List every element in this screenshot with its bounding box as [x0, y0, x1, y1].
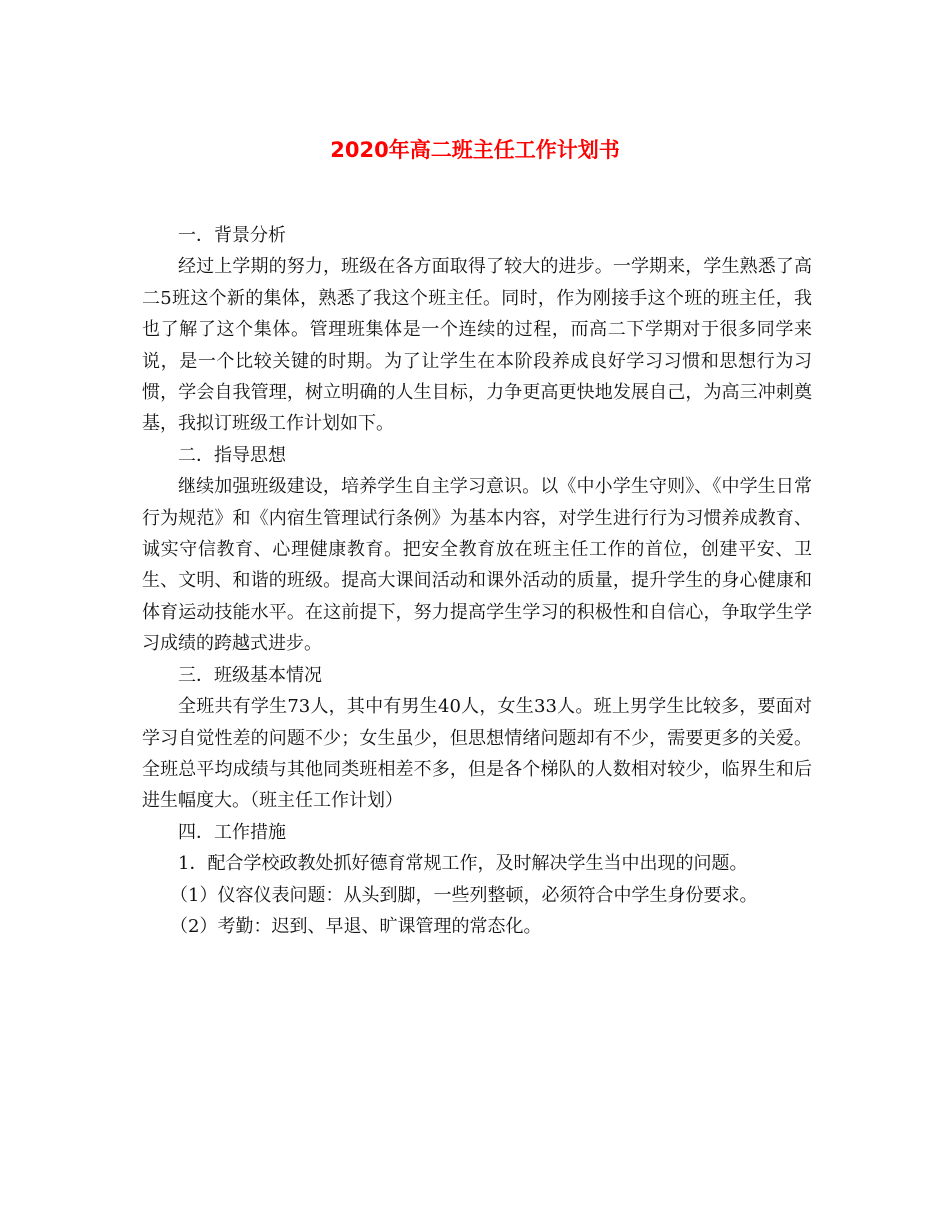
section-heading-work-measures: 四．工作措施 [178, 821, 286, 843]
section-heading-background: 一．背景分析 [178, 225, 286, 246]
work-measure-subitem: （2）考勤：迟到、早退、旷课管理的常态化。 [170, 915, 542, 937]
work-measure-item: 1．配合学校政教处抓好德育常规工作，及时解决学生当中出现的问题。 [178, 853, 748, 875]
document-body [142, 220, 812, 942]
section-heading-guiding-ideology: 二．指导思想 [178, 444, 286, 466]
document-title: 2020年高二班主任工作计划书 [330, 138, 620, 162]
section-heading-class-situation: 三．班级基本情况 [178, 664, 322, 686]
section-paragraph-background: 经过上学期的努力，班级在各方面取得了较大的进步。一学期来，学生熟悉了高二5班这个新的集体，熟悉了我这个班主任。同时，作为刚接手这个班的班主任，我也了解了这个集体。管理班集体是一个连续的过程，而高二下学期对于很多同学来说，是一个比较关键的时期。为了让学生在本阶段养成良好学习习惯和思想行为习惯，学会自我管理，树立明确的人生目标，力争更高更快地发展自己，为高三冲刺奠基，我拟订班级工作计划如下。 [142, 256, 812, 435]
section-paragraph-guiding-ideology: 继续加强班级建设，培养学生自主学习意识。以《中小学生守则》、《中学生日常行为规范》和《内宿生管理试行条例》为基本内容，对学生进行行为习惯养成教育、诚实守信教育、心理健康教育。把安全教育放在班主任工作的首位，创建平安、卫生、文明、和谐的班级。提高大课间活动和课外活动的质量，提升学生的身心健康和体育运动技能水平。在这前提下，努力提高学生学习的积极性和自信心，争取学生学习成绩的跨越式进步。 [142, 476, 812, 655]
work-measure-subitem: （1）仪容仪表问题：从头到脚，一些列整顿，必须符合中学生身份要求。 [170, 884, 758, 906]
section-paragraph-class-situation: 全班共有学生73人，其中有男生40人，女生33人。班上男学生比较多，要面对学习自觉性差的问题不少；女生虽少，但思想情绪问题却有不少，需要更多的关爱。全班总平均成绩与其他同类班相差不多，但是各个梯队的人数相对较少，临界生和后进生幅度大。（班主任工作计划） [142, 696, 812, 812]
